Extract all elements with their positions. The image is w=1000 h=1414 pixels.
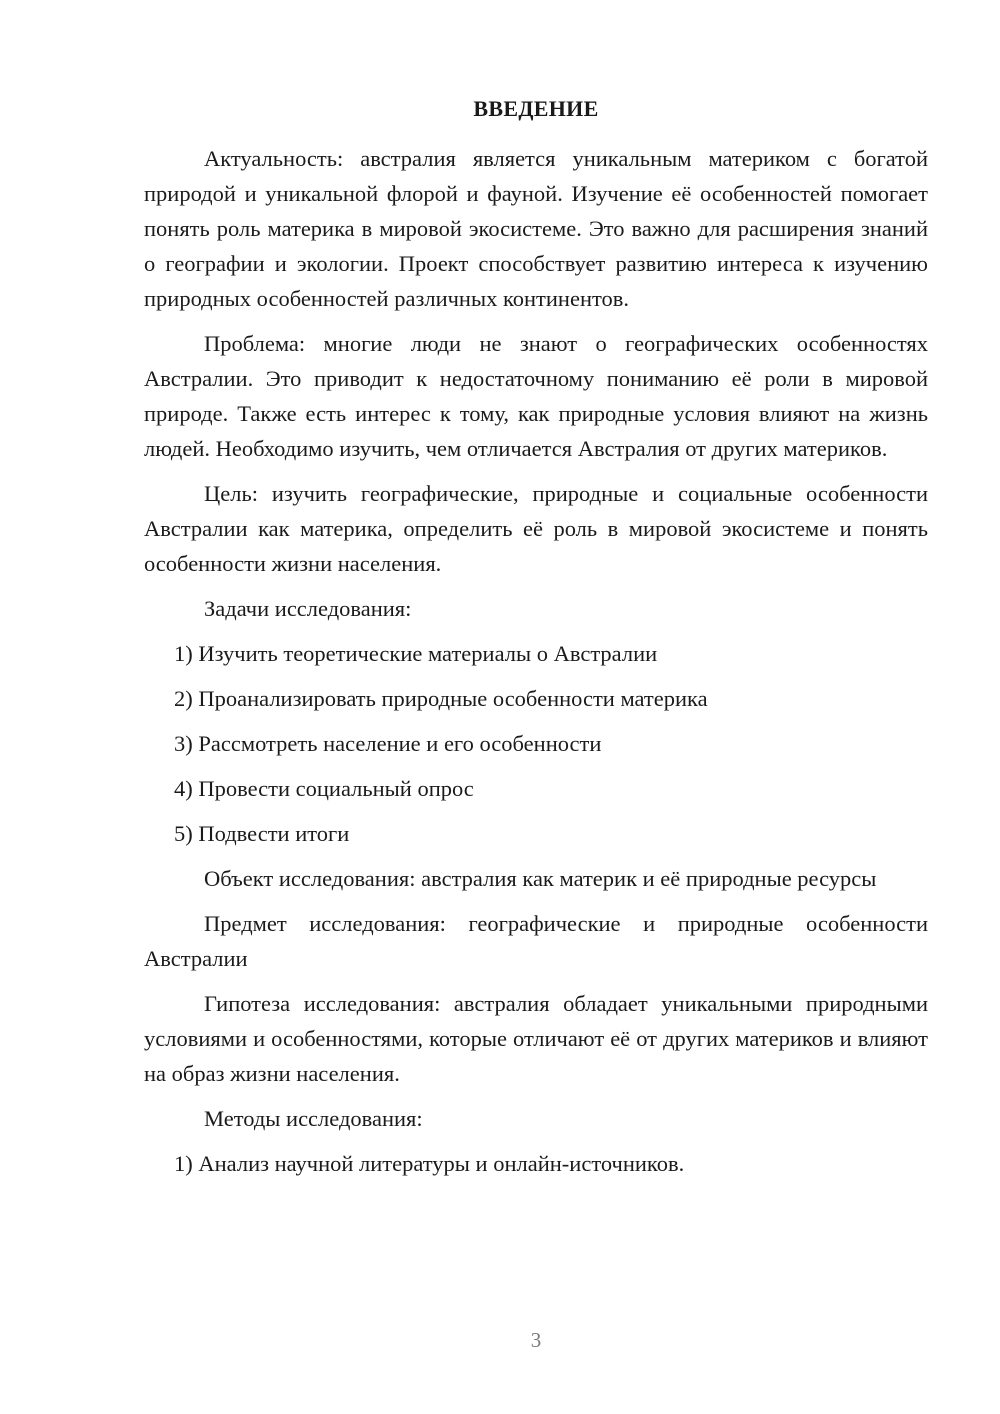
- goal-paragraph: Цель: изучить географические, природные и социальные особенности Австралии как материка, определить её роль в мировой экосистеме и понять особенности жизни населения.: [144, 481, 928, 576]
- problem-paragraph: Проблема: многие люди не знают о географических особенностях Австралии. Это приводит к недостаточному пониманию её роли в мировой природе. Также есть интерес к тому, как природные условия влияют на жизнь людей. Необходимо изучить, чем отличается Австралия от других материков.: [144, 331, 928, 461]
- methods-heading: Методы исследования:: [204, 1106, 423, 1131]
- task-item-3: 3) Рассмотреть население и его особенности: [174, 731, 602, 756]
- task-item-2: 2) Проанализировать природные особенности материка: [174, 686, 708, 711]
- object-paragraph: Объект исследования: австралия как материк и её природные ресурсы: [204, 866, 877, 891]
- body-text: [144, 141, 928, 1191]
- section-title: ВВЕДЕНИЕ: [473, 96, 599, 121]
- task-item-5: 5) Подвести итоги: [174, 821, 350, 846]
- tasks-heading: Задачи исследования:: [204, 596, 412, 621]
- task-item-4: 4) Провести социальный опрос: [174, 776, 474, 801]
- method-item-1: 1) Анализ научной литературы и онлайн-источников.: [174, 1151, 685, 1176]
- task-item-1: 1) Изучить теоретические материалы о Австралии: [174, 641, 658, 666]
- hypothesis-paragraph: Гипотеза исследования: австралия обладает уникальными природными условиями и особенностями, которые отличают её от других материков и влияют на образ жизни населения.: [144, 991, 928, 1086]
- relevance-paragraph: Актуальность: австралия является уникальным материком с богатой природой и уникальной флорой и фауной. Изучение её особенностей помогает понять роль материка в мировой экосистеме. Это важно для расширения знаний о географии и экологии. Проект способствует развитию интереса к изучению природных особенностей различных континентов.: [144, 146, 928, 311]
- subject-paragraph: Предмет исследования: географические и природные особенности Австралии: [144, 911, 928, 971]
- page-number: 3: [530, 1328, 542, 1352]
